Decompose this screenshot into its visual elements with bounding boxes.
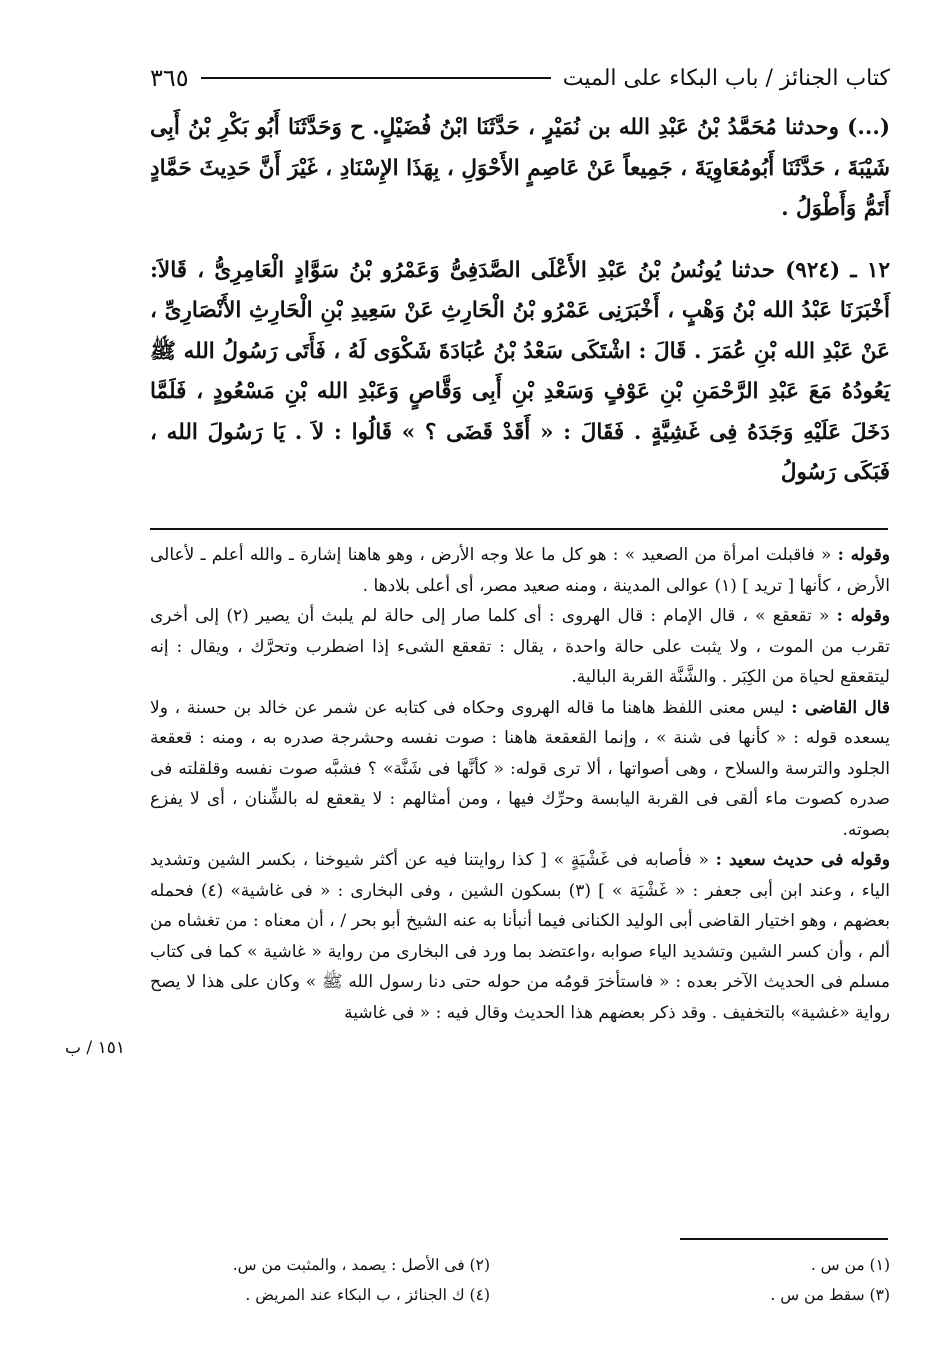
commentary-paragraph	[150, 845, 890, 1028]
running-header	[150, 58, 890, 98]
hadith-paragraph-2: ١٢ ـ (٩٢٤) حدثنا يُونُسُ بْنُ عَبْدِ الأَعْلَى الصَّدَفِىُّ وَعَمْرُو بْنُ سَوَّادٍ الْعَامِرِىُّ ، قَالاَ: أَخْبَرَنَا عَبْدُ الله بْنُ وَهْبٍ ، أَخْبَرَنِى عَمْرُو بْنُ الْحَارِثِ عَنْ سَعِيدِ بْنِ الْحَارِثِ الأَنْصَارِىِّ ، عَنْ عَبْدِ الله بْنِ عُمَرَ . قَالَ : اشْتَكَى سَعْدُ بْنُ عُبَادَةَ شَكْوَى لَهُ ، فَأَتَى رَسُولُ الله ﷺ يَعُودُهُ مَعَ عَبْدِ الرَّحْمَنِ بْنِ عَوْفٍ وَسَعْدِ بْنِ أَبِى وَقَّاصٍ وَعَبْدِ الله بْنِ مَسْعُودٍ ، فَلَمَّا دَخَلَ عَلَيْهِ وَجَدَهُ فِى غَشِيَّةٍ . فَقَالَ : « أَقَدْ قَضَى ؟ » قَالُوا : لاَ . يَا رَسُولَ الله ، فَبَكَى رَسُولُ	[150, 257, 890, 485]
page-number: ٣٦٥	[150, 64, 189, 92]
commentary-body: « تقعقع » ، قال الإمام : قال الهروى : أى كلما صار إلى حالة لم يلبث أن يصير (٢) إلى أخرى تقرب من الموت ، ولا يثبت على حالة واحدة ، يقال : تقعقع الشىء إذا اضطرب وتحرَّك ، ويقال : إنه ليتقعقع لحياة من الكِبَر . والشَّنَّة القربة البالية.	[150, 606, 890, 687]
commentary-body: « فأصابه فى غَشْيَةٍ » [ كذا روايتنا فيه عن أكثر شيوخنا ، بكسر الشين وتشديد الياء ، وعند ابن أبى جعفر : « غَشْيَة » ] (٣) بسكون الشين ، وفى البخارى : « فى غاشية» (٤) فحمله بعضهم ، وهو اختيار القاضى أبى الوليد الكنانى فيما أنبأنا به عنه الشيخ أبو بحر / ، أن معناه : من تغشاه من ألم ، وأن كسر الشين وتشديد الياء صوابه ،واعتضد بما ورد فى البخارى من رواية « غاشية » كما فى كتاب مسلم فى الحديث الآخر بعده : « فاستأخرَ قومُه من حوله حتى دنا رسول الله ﷺ » وكان على هذا لا يصح رواية «غشية» بالتخفيف . وقد ذكر بعضهم هذا الحديث وقال فيه : « فى غاشية	[150, 850, 890, 1023]
footnote-row	[150, 1280, 890, 1310]
footnote-rule	[680, 1238, 888, 1240]
commentary-lead: وقوله :	[837, 545, 891, 565]
footnote-row	[150, 1250, 890, 1280]
chapter-title: كتاب الجنائز / باب البكاء على الميت	[562, 65, 890, 91]
commentary-lead: وقوله فى حديث سعيد :	[715, 850, 890, 870]
commentary-body: ليس معنى اللفظ هاهنا ما قاله الهروى وحكاه فى كتابه عن شمر عن خالد بن حسنة ، ولا يسعده قوله : « كأنها فى شنة » ، وإنما القعقعة هاهنا : صوت نفسه وحشرجة صدره به ، ومنه : قعقعة الجلود والترسة والسلاح ، وهى أصواتها ، ألا ترى قوله: « كأنَّها فى شَنَّة» ؟ فشبَّه صوت نفسه وقلقلته فى صدره كصوت ماء ألقى فى القربة اليابسة وحرِّك فيها ، ومن أمثالهم : لا يقعقع له بالشِّنان ، أى لا يفزع بصوته.	[150, 697, 890, 840]
footnote-4: (٤) ك الجنائز ، ب البكاء عند المريض .	[245, 1286, 490, 1304]
commentary-text	[150, 540, 890, 1028]
commentary-lead: قال القاضى :	[791, 697, 890, 718]
hadith-paragraph-1: (...) وحدثنا مُحَمَّدُ بْنُ عَبْدِ الله بن نُمَيْرٍ ، حَدَّثَنَا ابْنُ فُضَيْلٍ. ح وَحَدَّثَنَا أَبُو بَكْرِ بْنُ أَبِى شَيْبَةَ ، حَدَّثَنَا أَبُومُعَاوِيَةَ ، جَمِيعاً عَنْ عَاصِمٍ الأَحْوَلِ ، بِهَذَا الإِسْنَادِ ، غَيْرَ أَنَّ حَدِيثَ حَمَّادٍ أَتَمُّ وَأَطْوَلُ .	[150, 115, 890, 221]
footnote-2: (٢) فى الأصل : يصمد ، والمثبت من س.	[232, 1256, 490, 1274]
commentary-body: « فاقبلت امرأة من الصعيد » : هو كل ما علا وجه الأرض ، وهو هاهنا إشارة ـ والله أعلم ـ لأعالى الأرض ، كأنها [ تريد ] (١) عوالى المدينة ، ومنه صعيد مصر، أى أعلى بلادها .	[150, 545, 890, 596]
footnote-3: (٣) سقط من س .	[770, 1286, 890, 1304]
commentary-paragraph	[150, 540, 890, 601]
commentary-paragraph	[150, 693, 890, 846]
footnote-1: (١) من س .	[810, 1256, 890, 1274]
commentary-paragraph	[150, 601, 890, 693]
hadith-text	[150, 108, 890, 494]
header-rule	[201, 77, 551, 79]
text-divider	[150, 528, 888, 530]
footnotes	[150, 1250, 890, 1310]
commentary-lead: وقوله :	[836, 606, 890, 626]
folio-margin-note: ١٥١ / ب	[65, 1038, 125, 1058]
